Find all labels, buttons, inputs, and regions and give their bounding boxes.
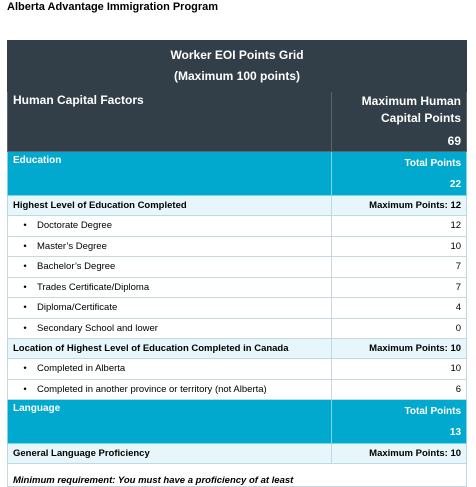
language-section-row — [8, 400, 467, 444]
table-row — [8, 359, 467, 380]
bullet-icon: • — [23, 240, 27, 252]
language-requirement-text: Minimum requirement: You must have a proficiency of at least — [8, 464, 467, 487]
table-row — [8, 216, 467, 237]
item-label: Bachelor’s Degree — [37, 261, 116, 273]
max-points-header — [332, 92, 467, 152]
table-row — [8, 298, 467, 319]
bullet-icon: • — [23, 281, 27, 293]
language-proficiency-header-row — [8, 444, 467, 464]
education-total-value: 22 — [449, 179, 462, 190]
item-points: 10 — [332, 236, 467, 257]
bullet-icon: • — [23, 220, 27, 232]
grid-title-row — [8, 41, 467, 92]
grid-column-header-row — [8, 92, 467, 152]
item-label: Diploma/Certificate — [37, 302, 118, 314]
item-points: 7 — [332, 257, 467, 278]
education-section-label: Education — [8, 152, 332, 196]
bullet-icon: • — [23, 363, 27, 375]
education-location-max: Maximum Points: 10 — [332, 339, 467, 359]
language-total-cell — [332, 400, 467, 444]
item-label: Trades Certificate/Diploma — [37, 281, 150, 293]
item-label: Completed in Alberta — [37, 363, 126, 375]
language-requirement-row — [8, 464, 467, 487]
item-points: 12 — [332, 216, 467, 237]
item-label: Master’s Degree — [37, 240, 107, 252]
table-row — [8, 379, 467, 400]
item-points: 0 — [332, 318, 467, 339]
item-points: 6 — [332, 379, 467, 400]
grid-title: Worker EOI Points Grid — [170, 48, 304, 62]
item-points: 10 — [332, 359, 467, 380]
bullet-icon: • — [23, 302, 27, 314]
max-points-label-1: Maximum Human — [361, 94, 462, 108]
item-points: 7 — [332, 277, 467, 298]
highest-education-label: Highest Level of Education Completed — [8, 196, 332, 216]
table-row — [8, 236, 467, 257]
factors-header: Human Capital Factors — [8, 92, 332, 152]
language-proficiency-max: Maximum Points: 10 — [332, 444, 467, 464]
max-points-label-2: Capital Points — [381, 111, 462, 125]
highest-education-header-row — [8, 196, 467, 216]
language-total-label: Total Points — [404, 406, 462, 417]
education-location-label: Location of Highest Level of Education Completed in Canada — [8, 339, 332, 359]
table-row — [8, 277, 467, 298]
bullet-icon: • — [23, 322, 27, 334]
grid-title-cell — [8, 41, 467, 92]
education-location-header-row — [8, 339, 467, 359]
language-proficiency-label: General Language Proficiency — [8, 444, 332, 464]
item-label: Doctorate Degree — [37, 220, 112, 232]
highest-education-max: Maximum Points: 12 — [332, 196, 467, 216]
education-section-row — [8, 152, 467, 196]
education-total-cell — [332, 152, 467, 196]
max-points-total: 69 — [447, 134, 462, 148]
table-row — [8, 318, 467, 339]
table-row — [8, 257, 467, 278]
bullet-icon: • — [23, 383, 27, 395]
language-section-label: Language — [8, 400, 332, 444]
education-total-label: Total Points — [404, 158, 462, 169]
item-points: 4 — [332, 298, 467, 319]
item-label: Secondary School and lower — [37, 322, 158, 334]
language-total-value: 13 — [449, 427, 462, 438]
document-title: Alberta Advantage Immigration Program — [7, 1, 219, 13]
points-grid-table — [7, 40, 467, 487]
bullet-icon: • — [23, 261, 27, 273]
grid-subtitle: (Maximum 100 points) — [173, 69, 301, 83]
item-label: Completed in another province or territory (not Alberta) — [37, 383, 267, 395]
